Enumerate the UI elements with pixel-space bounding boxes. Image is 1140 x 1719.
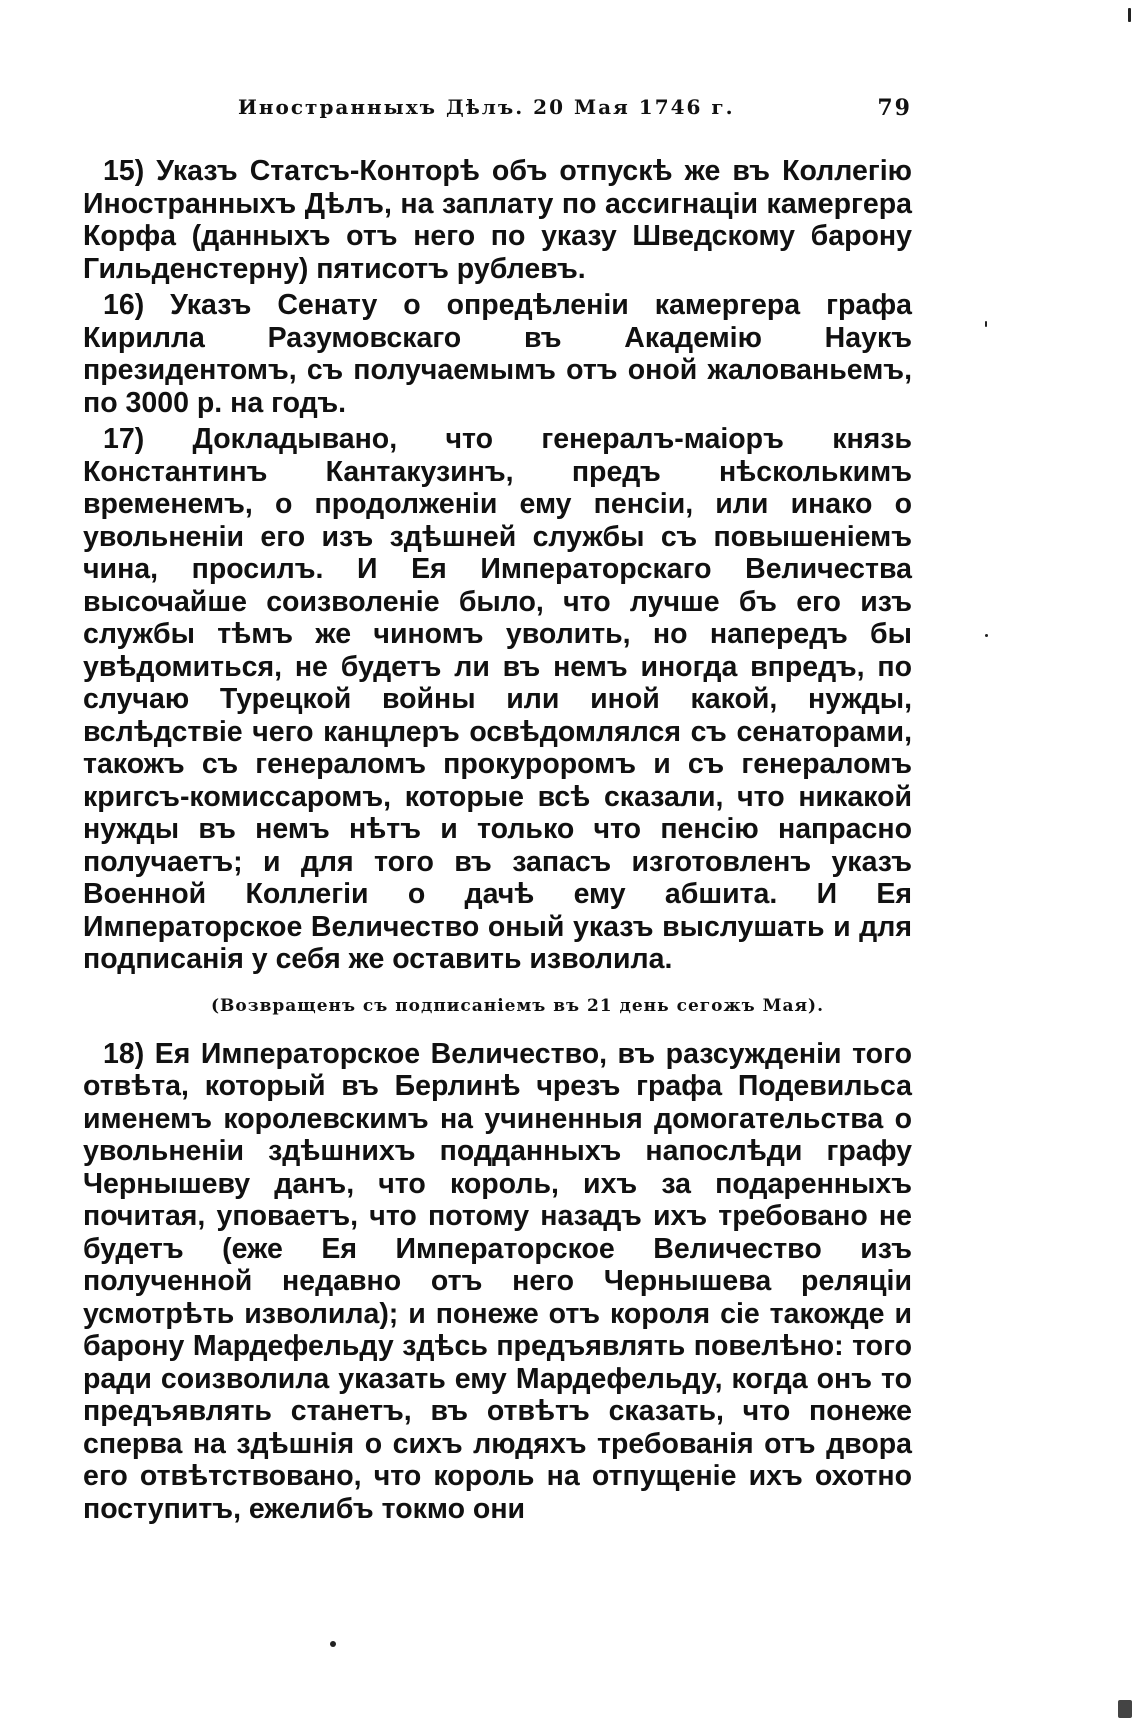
scan-speck (330, 1641, 336, 1647)
page-number: 79 (877, 95, 912, 121)
running-title: Иностранныхъ Дѣлъ. 20 Мая 1746 г. (238, 95, 735, 119)
paragraph-18: 18) Ея Императорское Величество, въ разсужденіи того отвѣта, который въ Берлинѣ чрезъ графа Подевильса именемъ королевскимъ на учиненныя домогательства о увольненіи здѣшнихъ подданныхъ напослѣди графу Чернышеву данъ, что король, ихъ за подаренныхъ почитая, уповаетъ, что потому назадъ ихъ требовано не будетъ (еже Ея Императорское Величество изъ полученной недавно отъ него Чернышева реляціи усмотрѣть изволила); и понеже отъ короля сіе такожде и барону Мардефельду здѣсь предъявлять повелѣно: того ради соизволила указать ему Мардефельду, когда онъ то предъявлять станетъ, въ отвѣтъ сказать, что понеже сперва на здѣшнія о сихъ людяхъ требованія отъ двора его отвѣтствовано, что король на отпущеніе ихъ охотно поступитъ, ежелибъ токмо они (83, 1037, 912, 1525)
scan-speck (1128, 8, 1131, 22)
paragraph-15: 15) Указъ Статсъ-Конторѣ объ отпускѣ же въ Коллегію Иностранныхъ Дѣлъ, на заплату по ассигнаціи камергера Корфа (данныхъ отъ него по указу Шведскому барону Гильденстерну) пятисотъ рублевъ. (83, 155, 912, 285)
scan-speck (985, 321, 987, 327)
scan-speck (985, 634, 988, 637)
running-header (238, 95, 912, 127)
paragraph-17: 17) Докладывано, что генералъ-маіоръ князь Константинъ Кантакузинъ, предъ нѣсколькимъ временемъ, о продолженіи ему пенсіи, или инако о увольненіи его изъ здѣшней службы съ повышеніемъ чина, просилъ. И Ея Императорскаго Величества высочайше соизволеніе было, что лучше бъ его изъ службы тѣмъ же чиномъ уволить, но напередъ бы увѣдомиться, не будетъ ли въ немъ иногда впредъ, по случаю Турецкой войны или иной какой, нужды, вслѣдствіе чего канцлеръ освѣдомлялся съ сенаторами, такожъ съ генераломъ прокуроромъ и съ генераломъ кригсъ-комиссаромъ, которые всѣ сказали, что никакой нужды въ немъ нѣтъ и только что пенсію напрасно получаетъ; и для того въ запасъ изготовленъ указъ Военной Коллегіи о дачѣ ему абшита. И Ея Императорское Величество оный указъ выслушать и для подписанія у себя же оставить изволила. (83, 423, 912, 975)
return-note: (Возвращенъ съ подписаніемъ въ 21 день сегожъ Мая). (210, 995, 824, 1016)
page-body (83, 155, 912, 1525)
paragraph-16: 16) Указъ Сенату о опредѣленіи камергера графа Кирилла Разумовскаго въ Академію Наукъ президентомъ, съ получаемымъ отъ оной жалованьемъ, по 3000 р. на годъ. (83, 289, 912, 419)
scan-speck (1118, 1700, 1132, 1718)
